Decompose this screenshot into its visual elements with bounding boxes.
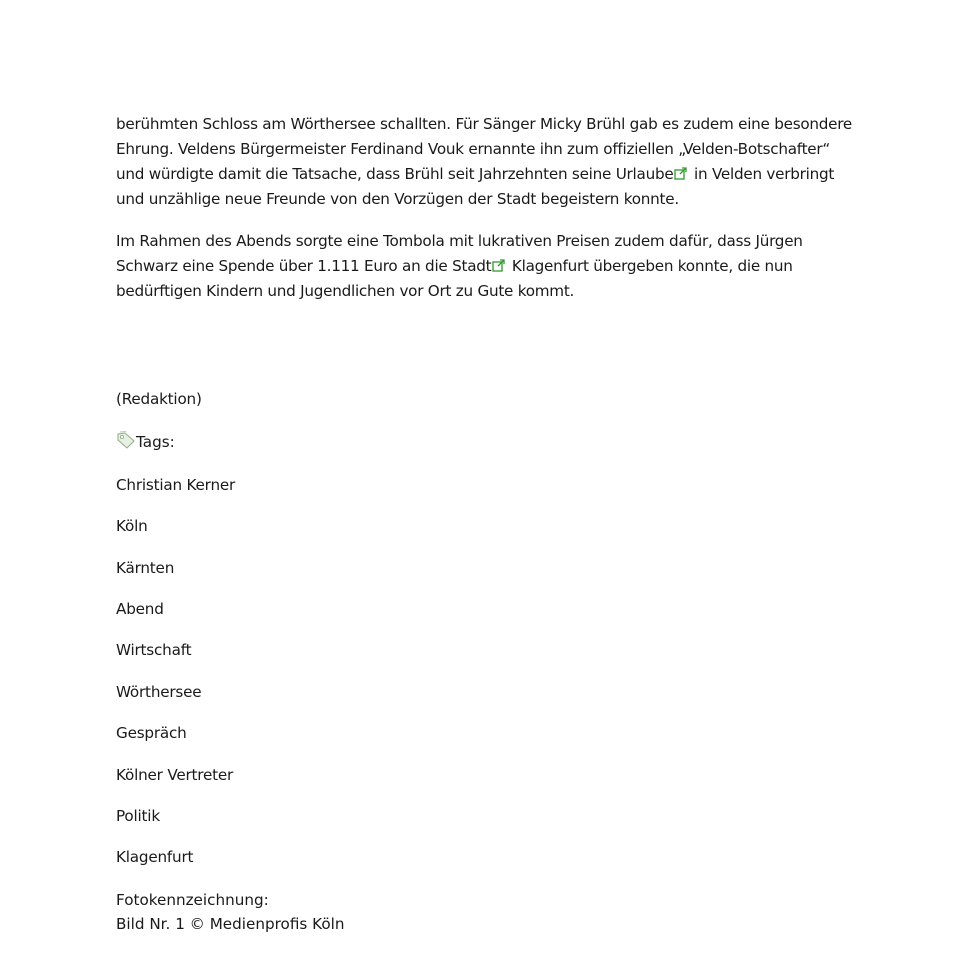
tag-link[interactable]: Gespräch (116, 724, 187, 742)
photo-credit-text: Bild Nr. 1 © Medienprofis Köln (116, 915, 345, 933)
paragraph-text: und würdigte damit die Tatsache, dass Brühl seit Jahrzehnten seine (116, 165, 616, 183)
tag-link[interactable]: Politik (116, 807, 160, 825)
photo-credit (116, 888, 344, 936)
tag-link[interactable]: Wörthersee (116, 683, 202, 701)
tag-link[interactable]: Kärnten (116, 559, 175, 577)
tag-link[interactable]: Christian Kerner (116, 476, 236, 494)
tag-link[interactable]: Wirtschaft (116, 641, 192, 659)
tag-icon (116, 431, 136, 449)
paragraph-line (116, 162, 856, 187)
paragraph-line: Ehrung. Veldens Bürgermeister Ferdinand Vouk ernannte ihn zum offiziellen „Velden-Botschafter“ (116, 140, 830, 158)
paragraph-text: in Velden verbringt (689, 165, 835, 183)
link-urlaube[interactable]: Urlaube (615, 165, 674, 183)
tag-link[interactable]: Klagenfurt (116, 848, 194, 866)
paragraph-line: und unzählige neue Freunde von den Vorzügen der Stadt begeistern konnte. (116, 190, 679, 208)
external-link-icon[interactable] (674, 167, 687, 180)
tag-link[interactable]: Abend (116, 600, 164, 618)
tag-link[interactable]: Kölner Vertreter (116, 766, 234, 784)
tags-heading (116, 431, 175, 453)
paragraph-text: Klagenfurt übergeben konnte, die nun (507, 257, 793, 275)
paragraph-line: berühmten Schloss am Wörthersee schallten. Für Sänger Micky Brühl gab es zudem eine besondere (116, 115, 853, 133)
tags-label: Tags: (136, 433, 175, 451)
paragraph-text: Schwarz eine Spende über 1.111 Euro an die (116, 257, 453, 275)
paragraph-line: Im Rahmen des Abends sorgte eine Tombola mit lukrativen Preisen zudem dafür, dass Jürgen (116, 232, 803, 250)
paragraph-line (116, 254, 856, 279)
article-paragraph-1 (116, 112, 856, 212)
external-link-icon[interactable] (492, 259, 505, 272)
paragraph-line: bedürftigen Kindern und Jugendlichen vor Ort zu Gute kommt. (116, 282, 575, 300)
article-paragraph-2 (116, 229, 856, 304)
tag-link[interactable]: Köln (116, 517, 148, 535)
photo-credit-label: Fotokennzeichnung: (116, 891, 269, 909)
author-line: (Redaktion) (116, 390, 202, 408)
link-stadt[interactable]: Stadt (452, 257, 492, 275)
